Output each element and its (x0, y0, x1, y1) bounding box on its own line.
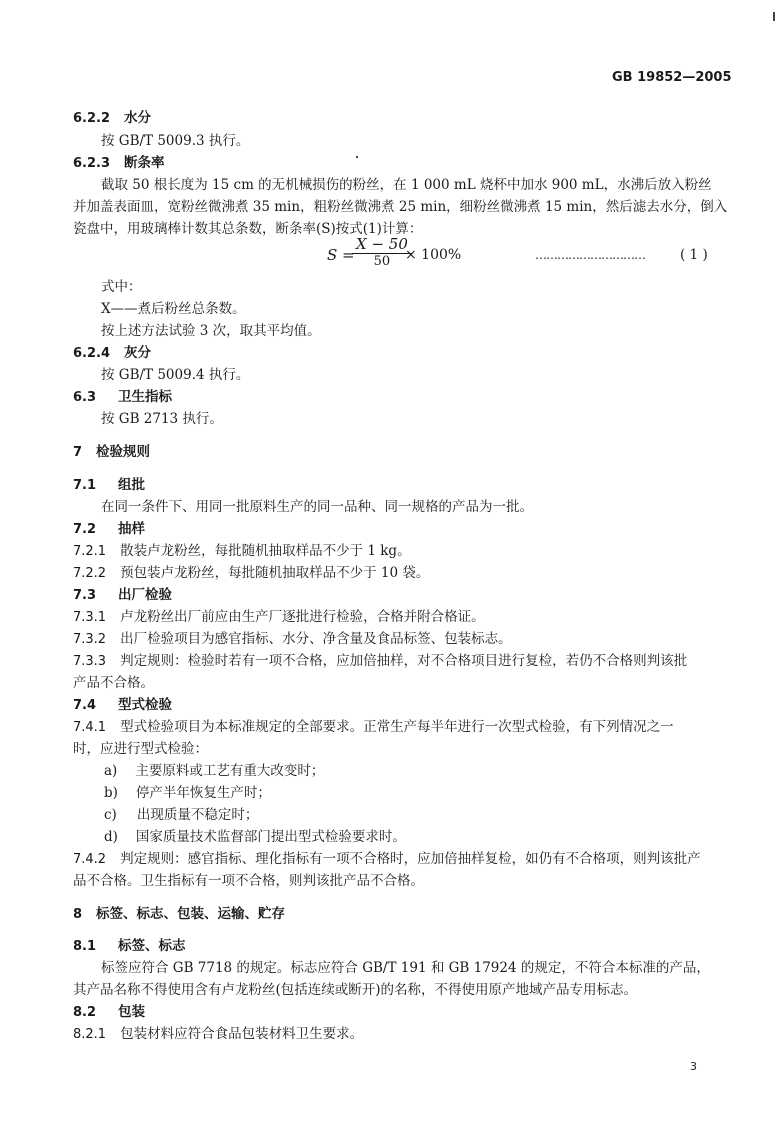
heading-7-1 (73, 476, 145, 495)
formula-leader: ………………………… (535, 248, 645, 262)
list-text: 国家质量技术监督部门提出型式检验要求时。 (135, 829, 406, 845)
clause-continuation: 时，应进行型式检验： (73, 741, 208, 757)
section-number: 7.3.2 (73, 632, 107, 647)
section-number: 7.4 (73, 698, 97, 713)
section-title: 卫生指标 (118, 389, 173, 405)
list-item (104, 828, 406, 846)
paragraph-line: 标签应符合 GB 7718 的规定。标志应符合 GB/T 191 和 GB 17924 的规定，不符合本标准的产品， (101, 960, 710, 976)
section-title: 抽样 (118, 521, 146, 537)
list-text: 停产半年恢复生产时； (135, 785, 271, 801)
section-number: 7.3.3 (73, 654, 107, 669)
paragraph-line: 并加盖表面皿，宽粉丝微沸煮 35 min，粗粉丝微沸煮 25 min，细粉丝微沸煮 15 min，然后滤去水分，倒入 (73, 199, 728, 215)
section-number: 7.2.1 (73, 544, 107, 559)
section-title: 包装 (118, 1004, 146, 1020)
standard-code: GB 19852—2005 (612, 70, 732, 85)
clause-7-3-3 (73, 652, 687, 671)
paragraph: 按 GB/T 5009.4 执行。 (101, 367, 250, 383)
scan-speck (773, 12, 775, 21)
section-number: 7.4.2 (73, 852, 107, 867)
heading-8-2 (73, 1003, 145, 1022)
heading-7-4 (73, 696, 172, 715)
paragraph: 在同一条件下、用同一批原料生产的同一品种、同一规格的产品为一批。 (101, 499, 533, 515)
section-number: 7.2 (73, 522, 97, 537)
formula-denominator: 50 (373, 254, 391, 269)
list-marker: d) (104, 829, 118, 845)
clause-continuation: 产品不合格。 (73, 675, 154, 691)
clause-text: 包装材料应符合食品包装材料卫生要求。 (120, 1026, 364, 1042)
clause-7-2-2 (73, 564, 429, 583)
page-number: 3 (690, 1060, 697, 1073)
section-title: 水分 (124, 110, 152, 126)
section-title: 断条率 (124, 155, 165, 171)
section-number: 7.3.1 (73, 610, 107, 625)
section-number: 8.2 (73, 1005, 97, 1020)
paragraph-line: 截取 50 根长度为 15 cm 的无机械损伤的粉丝，在 1 000 mL 烧杯中加水 900 mL，水沸后放入粉丝 (101, 177, 712, 193)
clause-text: 卢龙粉丝出厂前应由生产厂逐批进行检验，合格并附合格证。 (120, 609, 485, 625)
formula-numerator: X − 50 (352, 236, 412, 254)
clause-7-3-2 (73, 630, 512, 649)
list-item (104, 784, 271, 802)
clause-8-2-1 (73, 1025, 363, 1044)
clause-text: 出厂检验项目为感官指标、水分、净含量及食品标签、包装标志。 (120, 631, 512, 647)
section-title: 出厂检验 (118, 587, 173, 603)
clause-text: 判定规则：感官指标、理化指标有一项不合格时，应加倍抽样复检，如仍有不合格项，则判该批产 (120, 851, 701, 867)
list-text: 出现质量不稳定时； (136, 807, 259, 823)
clause-7-4-1 (73, 718, 674, 737)
section-title: 检验规则 (96, 444, 151, 460)
heading-6-3 (73, 388, 172, 407)
section-number: 7 (73, 445, 83, 460)
formula-lhs: S = (327, 246, 355, 264)
section-title: 灰分 (124, 345, 152, 361)
paragraph-line: 其产品名称不得使用含有卢龙粉丝(包括连续或断开)的名称，不得使用原产地域产品专用标志。 (73, 982, 638, 998)
heading-8 (73, 905, 285, 924)
formula-label: ( 1 ) (680, 247, 708, 263)
heading-6-2-3 (73, 154, 165, 173)
formula-fraction (352, 236, 412, 270)
section-number: 8.2.1 (73, 1027, 107, 1042)
section-number: 7.1 (73, 478, 97, 493)
clause-text: 预包装卢龙粉丝，每批随机抽取样品不少于 10 袋。 (120, 565, 430, 581)
paragraph: 按 GB/T 5009.3 执行。 (101, 133, 250, 149)
clause-text: 散装卢龙粉丝，每批随机抽取样品不少于 1 kg。 (120, 543, 411, 559)
section-title: 组批 (118, 477, 146, 493)
section-number: 6.3 (73, 390, 97, 405)
list-marker: a) (104, 763, 118, 779)
heading-6-2-4 (73, 344, 151, 363)
variable-definition: X——煮后粉丝总条数。 (101, 301, 246, 317)
heading-7 (73, 443, 150, 462)
clause-7-3-1 (73, 608, 485, 627)
section-title: 标签、标志 (118, 938, 186, 954)
paragraph: 按上述方法试验 3 次，取其平均值。 (101, 323, 321, 339)
section-title: 型式检验 (118, 697, 173, 713)
where-label: 式中： (101, 279, 142, 295)
heading-6-2-2 (73, 109, 151, 128)
clause-7-4-2 (73, 850, 701, 869)
section-number: 8.1 (73, 939, 97, 954)
section-title: 标签、标志、包装、运输、贮存 (96, 906, 286, 922)
formula-rhs: × 100% (405, 247, 462, 263)
list-text: 主要原料或工艺有重大改变时； (135, 763, 325, 779)
clause-text: 判定规则：检验时若有一项不合格，应加倍抽样，对不合格项目进行复检，若仍不合格则判该批 (120, 653, 688, 669)
heading-7-2 (73, 520, 145, 539)
section-number: 7.2.2 (73, 566, 107, 581)
list-marker: b) (104, 785, 118, 801)
scan-speck (356, 156, 358, 158)
section-number: 8 (73, 907, 83, 922)
heading-7-3 (73, 586, 172, 605)
section-number: 6.2.4 (73, 346, 111, 361)
paragraph-line: 瓷盘中，用玻璃棒计数其总条数，断条率(S)按式(1)计算： (73, 221, 423, 237)
clause-text: 型式检验项目为本标准规定的全部要求。正常生产每半年进行一次型式检验，有下列情况之一 (120, 719, 674, 735)
section-number: 6.2.3 (73, 156, 111, 171)
section-number: 7.4.1 (73, 720, 107, 735)
clause-continuation: 品不合格。卫生指标有一项不合格，则判该批产品不合格。 (73, 873, 424, 889)
section-number: 6.2.2 (73, 111, 111, 126)
clause-7-2-1 (73, 542, 411, 561)
list-item (104, 806, 258, 824)
list-marker: c) (104, 807, 117, 823)
paragraph: 按 GB 2713 执行。 (101, 411, 223, 427)
heading-8-1 (73, 937, 186, 956)
section-number: 7.3 (73, 588, 97, 603)
list-item (104, 762, 324, 780)
